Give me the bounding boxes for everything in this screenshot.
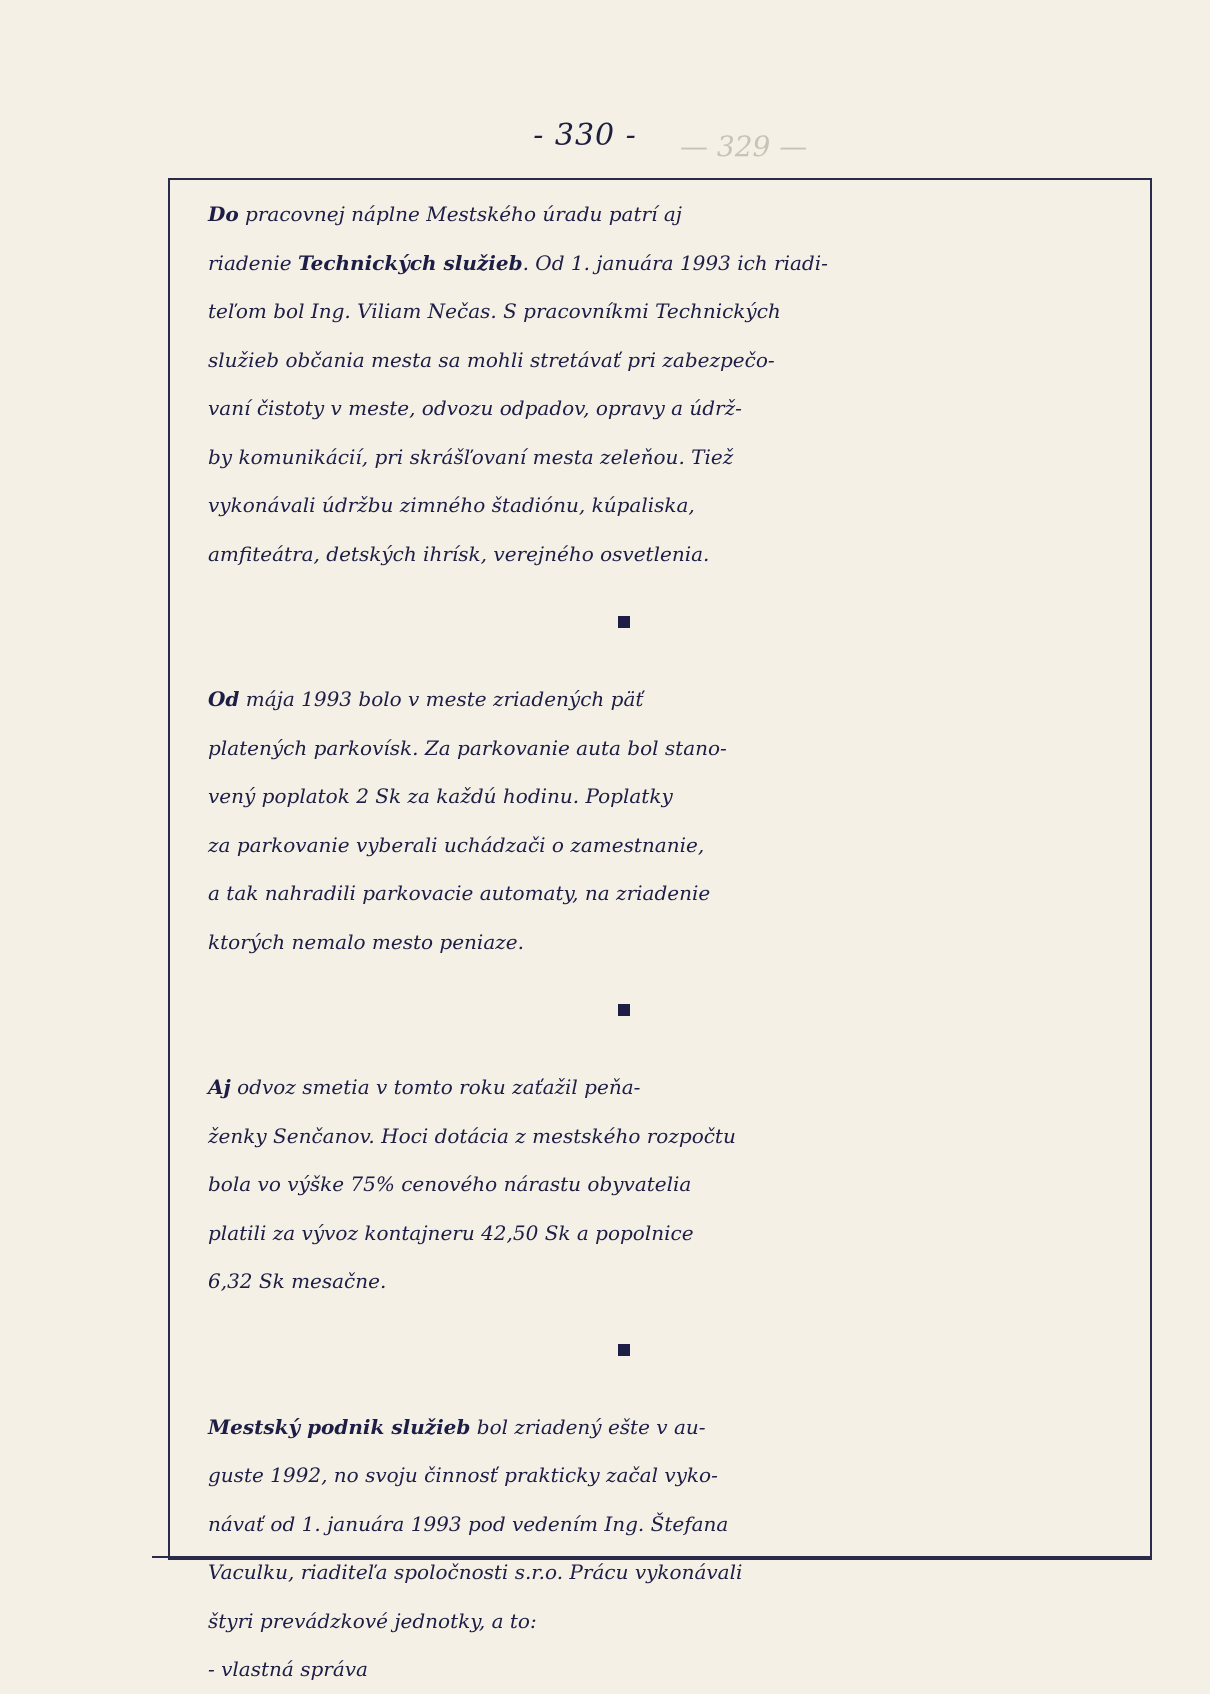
paragraph-municipal-services — [208, 1403, 1138, 1694]
text-line: riadenie Technických služieb. Od 1. januára 1993 ich riadi- — [208, 250, 828, 275]
text-line: 6,32 Sk mesačne. — [208, 1269, 387, 1293]
handwritten-text-body — [208, 190, 1138, 1694]
text-line: vený poplatok 2 Sk za každú hodinu. Poplatky — [208, 784, 673, 808]
text-line: teľom bol Ing. Viliam Nečas. S pracovníkmi Technických — [208, 299, 781, 323]
bleed-through-page-number: — 329 — — [680, 130, 808, 163]
text-line: Od mája 1993 bolo v meste zriadených päť — [208, 687, 644, 711]
text-line: bola vo výške 75% cenového nárastu obyvatelia — [208, 1172, 692, 1196]
text-line: štyri prevádzkové jednotky, a to: — [208, 1608, 537, 1633]
text-line: služieb občania mesta sa mohli stretávať pri zabezpečo- — [208, 347, 775, 372]
separator-mark — [618, 1344, 630, 1356]
separator-mark — [618, 1004, 630, 1016]
paragraph-waste-collection — [208, 1063, 1138, 1306]
paragraph-technical-services — [208, 190, 1138, 578]
text-line: návať od 1. januára 1993 pod vedením Ing. Štefana — [208, 1511, 729, 1536]
text-line: platených parkovísk. Za parkovanie auta bol stano- — [208, 735, 727, 760]
text-line: Do pracovnej náplne Mestského úradu patrí aj — [208, 202, 682, 226]
text-line: Mestský podnik služieb bol zriadený ešte v au- — [208, 1414, 706, 1439]
text-line: amfiteátra, detských ihrísk, verejného osvetlenia. — [208, 541, 710, 566]
text-line: by komunikácií, pri skrášľovaní mesta zeleňou. Tiež — [208, 444, 734, 469]
text-line: ktorých nemalo mesto peniaze. — [208, 929, 524, 954]
text-line: vykonávali údržbu zimného štadiónu, kúpaliska, — [208, 493, 695, 517]
text-line: Vaculku, riaditeľa spoločnosti s.r.o. Prácu vykonávali — [208, 1560, 743, 1584]
section-separator — [208, 1306, 1138, 1403]
page-number: - 330 - — [533, 118, 637, 153]
text-line: Aj odvoz smetia v tomto roku zaťažil peňa- — [208, 1075, 641, 1099]
text-line: - vlastná správa — [208, 1657, 368, 1681]
separator-mark — [618, 616, 630, 628]
text-line: za parkovanie vyberali uchádzači o zamestnanie, — [208, 832, 705, 857]
text-line: vaní čistoty v meste, odvozu odpadov, opravy a údrž- — [208, 396, 742, 420]
section-separator — [208, 966, 1138, 1063]
text-line: ženky Senčanov. Hoci dotácia z mestského rozpočtu — [208, 1123, 736, 1148]
section-separator — [208, 578, 1138, 675]
text-line: platili za vývoz kontajneru 42,50 Sk a popolnice — [208, 1220, 694, 1245]
text-line: a tak nahradili parkovacie automaty, na zriadenie — [208, 881, 711, 905]
text-line: guste 1992, no svoju činnosť prakticky začal vyko- — [208, 1463, 718, 1487]
paragraph-parking — [208, 675, 1138, 966]
